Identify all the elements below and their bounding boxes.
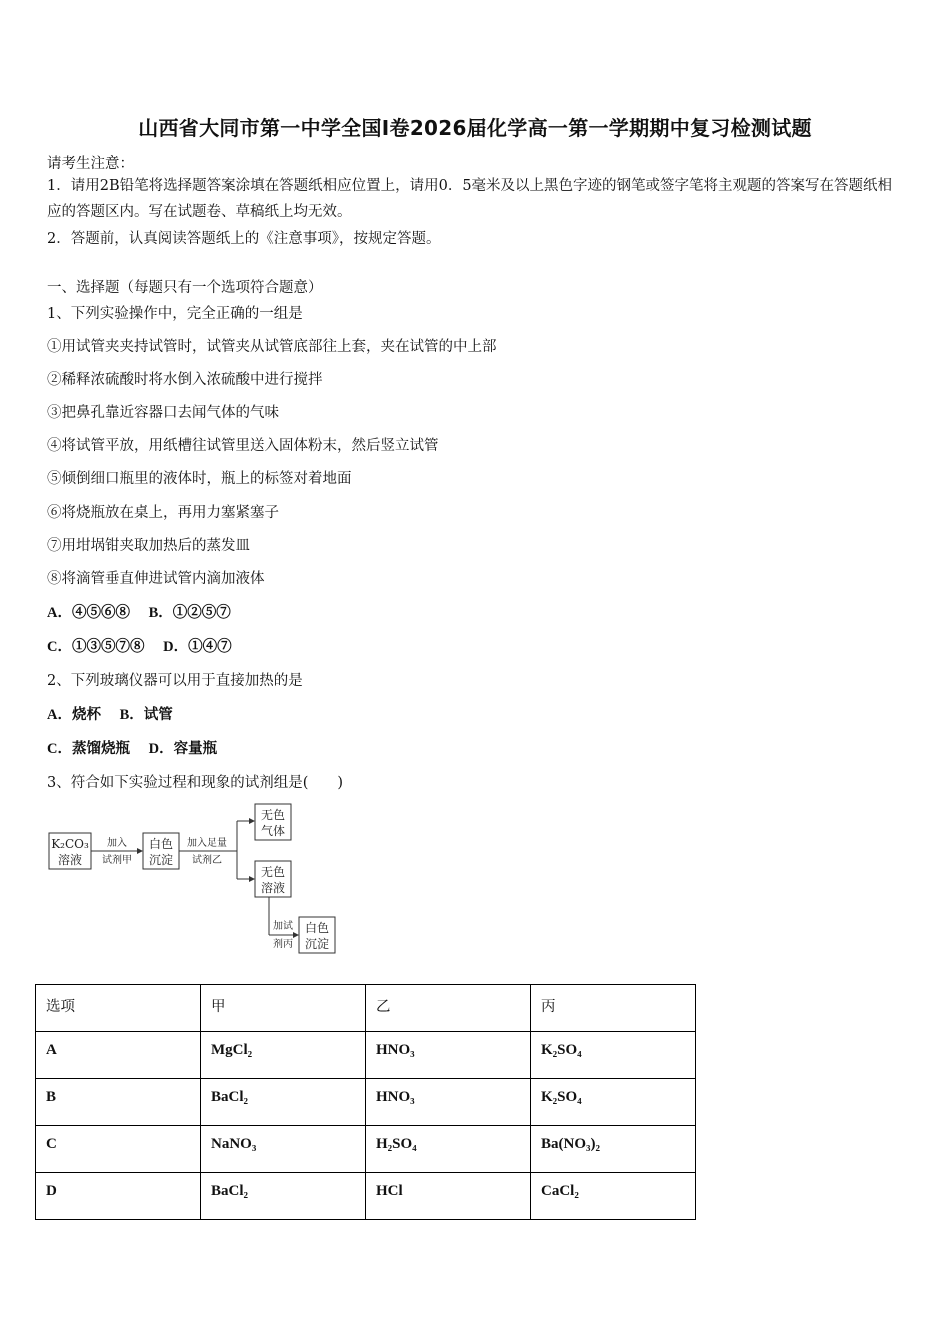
- ppt1-label-1: 白色: [148, 837, 174, 851]
- gas-label-1: 无色: [260, 808, 286, 822]
- q1-statement: ⑧将滴管垂直伸进试管内滴加液体: [47, 571, 265, 587]
- q2-options-row-2: [47, 737, 217, 758]
- q1-option-d[interactable]: D．①④⑦: [163, 639, 232, 655]
- table-cell: D: [36, 1173, 201, 1220]
- q2-options-row-1: [47, 703, 173, 724]
- q2-option-b[interactable]: B．试管: [119, 707, 173, 723]
- table-cell: A: [36, 1032, 201, 1079]
- table-cell: CaCl₂: [531, 1173, 696, 1220]
- q1-statement: ⑤倾倒细口瓶里的液体时，瓶上的标签对着地面: [47, 471, 352, 487]
- table-row: [36, 1079, 696, 1126]
- table-cell: NaNO₃: [201, 1126, 366, 1173]
- table-cell: BaCl₂: [201, 1079, 366, 1126]
- q2-option-c[interactable]: C．蒸馏烧瓶: [47, 741, 130, 757]
- table-cell: HNO₃: [366, 1032, 531, 1079]
- q1-statement: ③把鼻孔靠近容器口去闻气体的气味: [47, 405, 279, 421]
- q1-statement: ①用试管夹夹持试管时，试管夹从试管底部往上套，夹在试管的中上部: [47, 339, 497, 355]
- arrow1-label-bottom: 试剂甲: [102, 855, 132, 866]
- section-heading: 一、选择题（每题只有一个选项符合题意）: [47, 280, 323, 296]
- table-row: [36, 1126, 696, 1173]
- solution-label-1: 无色: [260, 865, 286, 879]
- table-header-cell: 甲: [201, 985, 366, 1032]
- q3-flow-diagram: [47, 801, 347, 961]
- table-cell: BaCl₂: [201, 1173, 366, 1220]
- table-header-cell: 选项: [36, 985, 201, 1032]
- q1-option-b[interactable]: B．①②⑤⑦: [148, 605, 231, 621]
- q1-options-row-2: [47, 635, 232, 656]
- notice-item-2: 2．答题前，认真阅读答题纸上的《注意事项》，按规定答题。: [47, 231, 441, 247]
- q2-option-d[interactable]: D．容量瓶: [148, 741, 218, 757]
- gas-label-2: 气体: [260, 824, 286, 838]
- table-cell: B: [36, 1079, 201, 1126]
- table-cell: K₂SO₄: [531, 1079, 696, 1126]
- q1-option-a[interactable]: A．④⑤⑥⑧: [47, 605, 130, 621]
- table-cell: H₂SO₄: [366, 1126, 531, 1173]
- q2-option-a[interactable]: A．烧杯: [47, 707, 101, 723]
- flow-diagram-svg: [47, 801, 347, 961]
- ppt2-label-2: 沉淀: [304, 937, 330, 951]
- arrow2-label-bottom: 试剂乙: [192, 855, 222, 866]
- start-label-2: 溶液: [57, 853, 83, 867]
- arrow1-label-top: 加入: [107, 838, 127, 849]
- notice-item-1: 1．请用2B铅笔将选择题答案涂填在答题纸相应位置上，请用0．5毫米及以上黑色字迹的钢笔或签字笔将主观题的答案写在答题纸相应的答题区内。写在试题卷、草稿纸上均无效。: [47, 178, 893, 220]
- ppt1-label-2: 沉淀: [148, 853, 174, 867]
- q2-stem: 2、下列玻璃仪器可以用于直接加热的是: [47, 673, 303, 689]
- table-cell: K₂SO₄: [531, 1032, 696, 1079]
- table-row: [36, 1032, 696, 1079]
- arrow2-label-top: 加入足量: [187, 838, 227, 849]
- table-header-cell: 乙: [366, 985, 531, 1032]
- q3-options-table: [35, 984, 696, 1220]
- table-cell: Ba(NO₃)₂: [531, 1126, 696, 1173]
- page-title: 山西省大同市第一中学全国Ⅰ卷2026届化学高一第一学期期中复习检测试题: [138, 116, 812, 140]
- arrow3-label-bottom: 剂丙: [273, 939, 293, 950]
- q1-statement: ②稀释浓硫酸时将水倒入浓硫酸中进行搅拌: [47, 372, 323, 388]
- q1-options-row-1: [47, 601, 231, 622]
- q1-option-c[interactable]: C．①③⑤⑦⑧: [47, 639, 145, 655]
- q3-stem: 3、符合如下实验过程和现象的试剂组是( ): [47, 775, 344, 791]
- q1-stem: 1、下列实验操作中，完全正确的一组是: [47, 306, 303, 322]
- table-cell: HNO₃: [366, 1079, 531, 1126]
- table-cell: HCl: [366, 1173, 531, 1220]
- q1-statement: ⑥将烧瓶放在桌上，再用力塞紧塞子: [47, 505, 279, 521]
- table-cell: C: [36, 1126, 201, 1173]
- solution-label-2: 溶液: [260, 881, 286, 895]
- ppt2-label-1: 白色: [304, 921, 330, 935]
- arrow3-label-top: 加试: [273, 921, 293, 932]
- table-header-row: [36, 985, 696, 1032]
- table-cell: MgCl₂: [201, 1032, 366, 1079]
- start-label-1: K₂CO₃: [51, 837, 89, 851]
- notice-heading: 请考生注意：: [47, 156, 134, 172]
- q1-statement: ④将试管平放，用纸槽往试管里送入固体粉末，然后竖立试管: [47, 438, 439, 454]
- table-header-cell: 丙: [531, 985, 696, 1032]
- q1-statement: ⑦用坩埚钳夹取加热后的蒸发皿: [47, 538, 250, 554]
- table-row: [36, 1173, 696, 1220]
